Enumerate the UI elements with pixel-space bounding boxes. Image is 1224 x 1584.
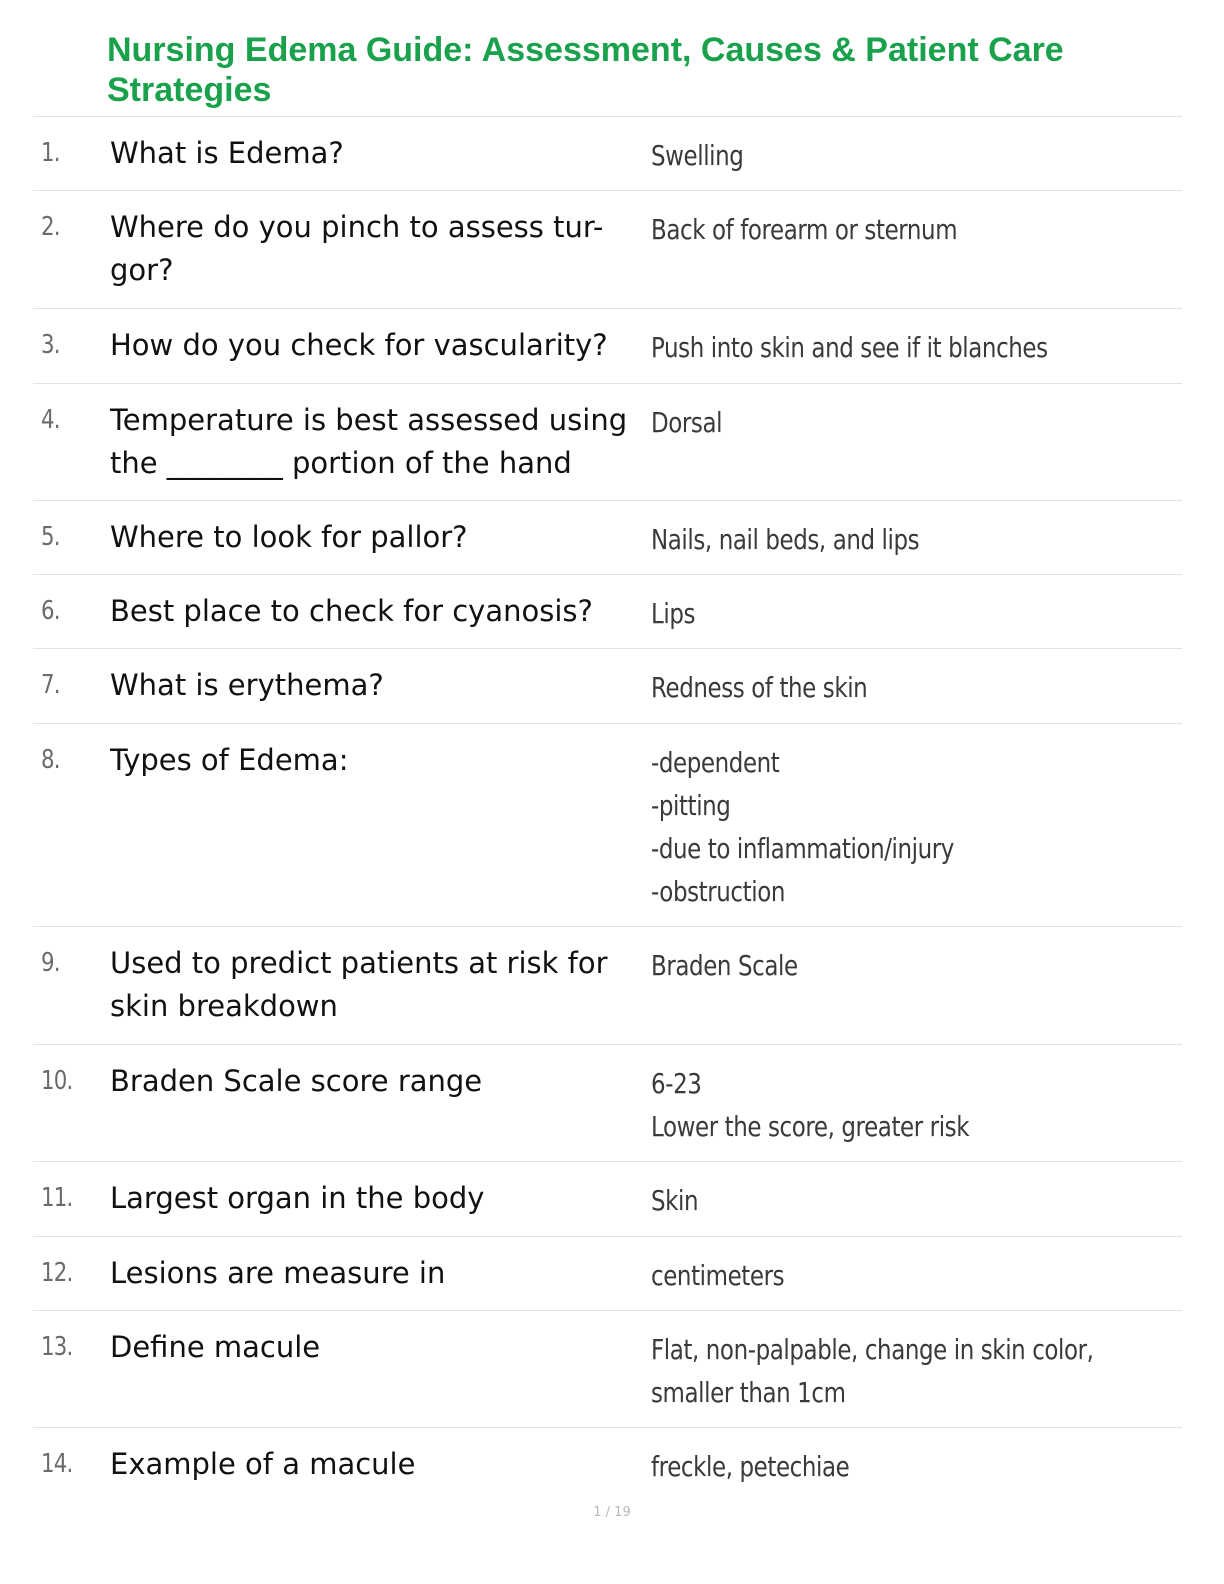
flashcard-row	[33, 117, 1182, 191]
card-number: 7.	[41, 670, 60, 700]
card-definition: 6-23 Lower the score, greater risk	[651, 1067, 970, 1143]
card-definition: Lips	[651, 597, 696, 630]
card-definition: freckle, petechiae	[651, 1450, 850, 1483]
flashcard-row	[33, 191, 1182, 309]
card-definition: Back of forearm or sternum	[651, 213, 958, 246]
flashcard-row	[33, 927, 1182, 1045]
card-definition: Swelling	[651, 139, 744, 172]
card-number: 13.	[41, 1332, 73, 1362]
card-number: 6.	[41, 596, 60, 626]
card-definition: Skin	[651, 1184, 699, 1217]
flashcard-row	[33, 501, 1182, 575]
card-number: 10.	[41, 1066, 73, 1096]
card-definition: centimeters	[651, 1259, 785, 1292]
flashcard-row	[33, 724, 1182, 927]
flashcard-row	[33, 649, 1182, 724]
card-term: Where to look for pallor?	[110, 520, 468, 554]
card-term: Example of a macule	[110, 1447, 416, 1481]
card-term: Lesions are measure in	[110, 1256, 446, 1290]
card-definition: Braden Scale	[651, 949, 798, 982]
card-number: 9.	[41, 948, 60, 978]
card-term: Where do you pinch to assess tur- gor?	[110, 210, 604, 287]
card-number: 14.	[41, 1449, 73, 1479]
card-term: Temperature is best assessed using the ________ portion of the hand	[110, 403, 628, 480]
flashcard-row	[33, 575, 1182, 649]
card-definition: -dependent -pitting -due to inflammation/injury -obstruction	[651, 746, 954, 908]
card-number: 1.	[41, 138, 60, 168]
card-number: 4.	[41, 405, 60, 435]
card-definition: Push into skin and see if it blanches	[651, 331, 1048, 364]
card-definition: Nails, nail beds, and lips	[651, 523, 920, 556]
card-definition: Redness of the skin	[651, 671, 868, 704]
flashcard-row	[33, 1311, 1182, 1428]
flashcard-row	[33, 384, 1182, 501]
card-definition: Dorsal	[651, 406, 723, 439]
flashcard-row	[33, 1237, 1182, 1311]
card-number: 2.	[41, 212, 60, 242]
flashcard-row	[33, 1162, 1182, 1237]
flashcard-row	[33, 1045, 1182, 1162]
flashcard-list	[33, 116, 1182, 1503]
flashcard-row	[33, 1428, 1182, 1503]
card-number: 12.	[41, 1258, 73, 1288]
card-term: Best place to check for cyanosis?	[110, 594, 593, 628]
card-definition: Flat, non-palpable, change in skin color, smaller than 1cm	[651, 1333, 1094, 1409]
card-term: Largest organ in the body	[110, 1181, 485, 1215]
document-title: Nursing Edema Guide: Assessment, Causes & Patient Care Strategies	[107, 31, 1064, 109]
card-term: Define macule	[110, 1330, 321, 1364]
card-term: Braden Scale score range	[110, 1064, 483, 1098]
card-term: Types of Edema:	[110, 743, 349, 777]
flashcard-row	[33, 309, 1182, 384]
card-number: 11.	[41, 1183, 73, 1213]
card-term: What is Edema?	[110, 136, 344, 170]
card-number: 8.	[41, 745, 60, 775]
card-number: 5.	[41, 522, 60, 552]
card-number: 3.	[41, 330, 60, 360]
card-term: Used to predict patients at risk for skin breakdown	[110, 946, 608, 1023]
card-term: What is erythema?	[110, 668, 384, 702]
page-indicator: 1 / 19	[593, 1505, 631, 1520]
card-term: How do you check for vascularity?	[110, 328, 608, 362]
